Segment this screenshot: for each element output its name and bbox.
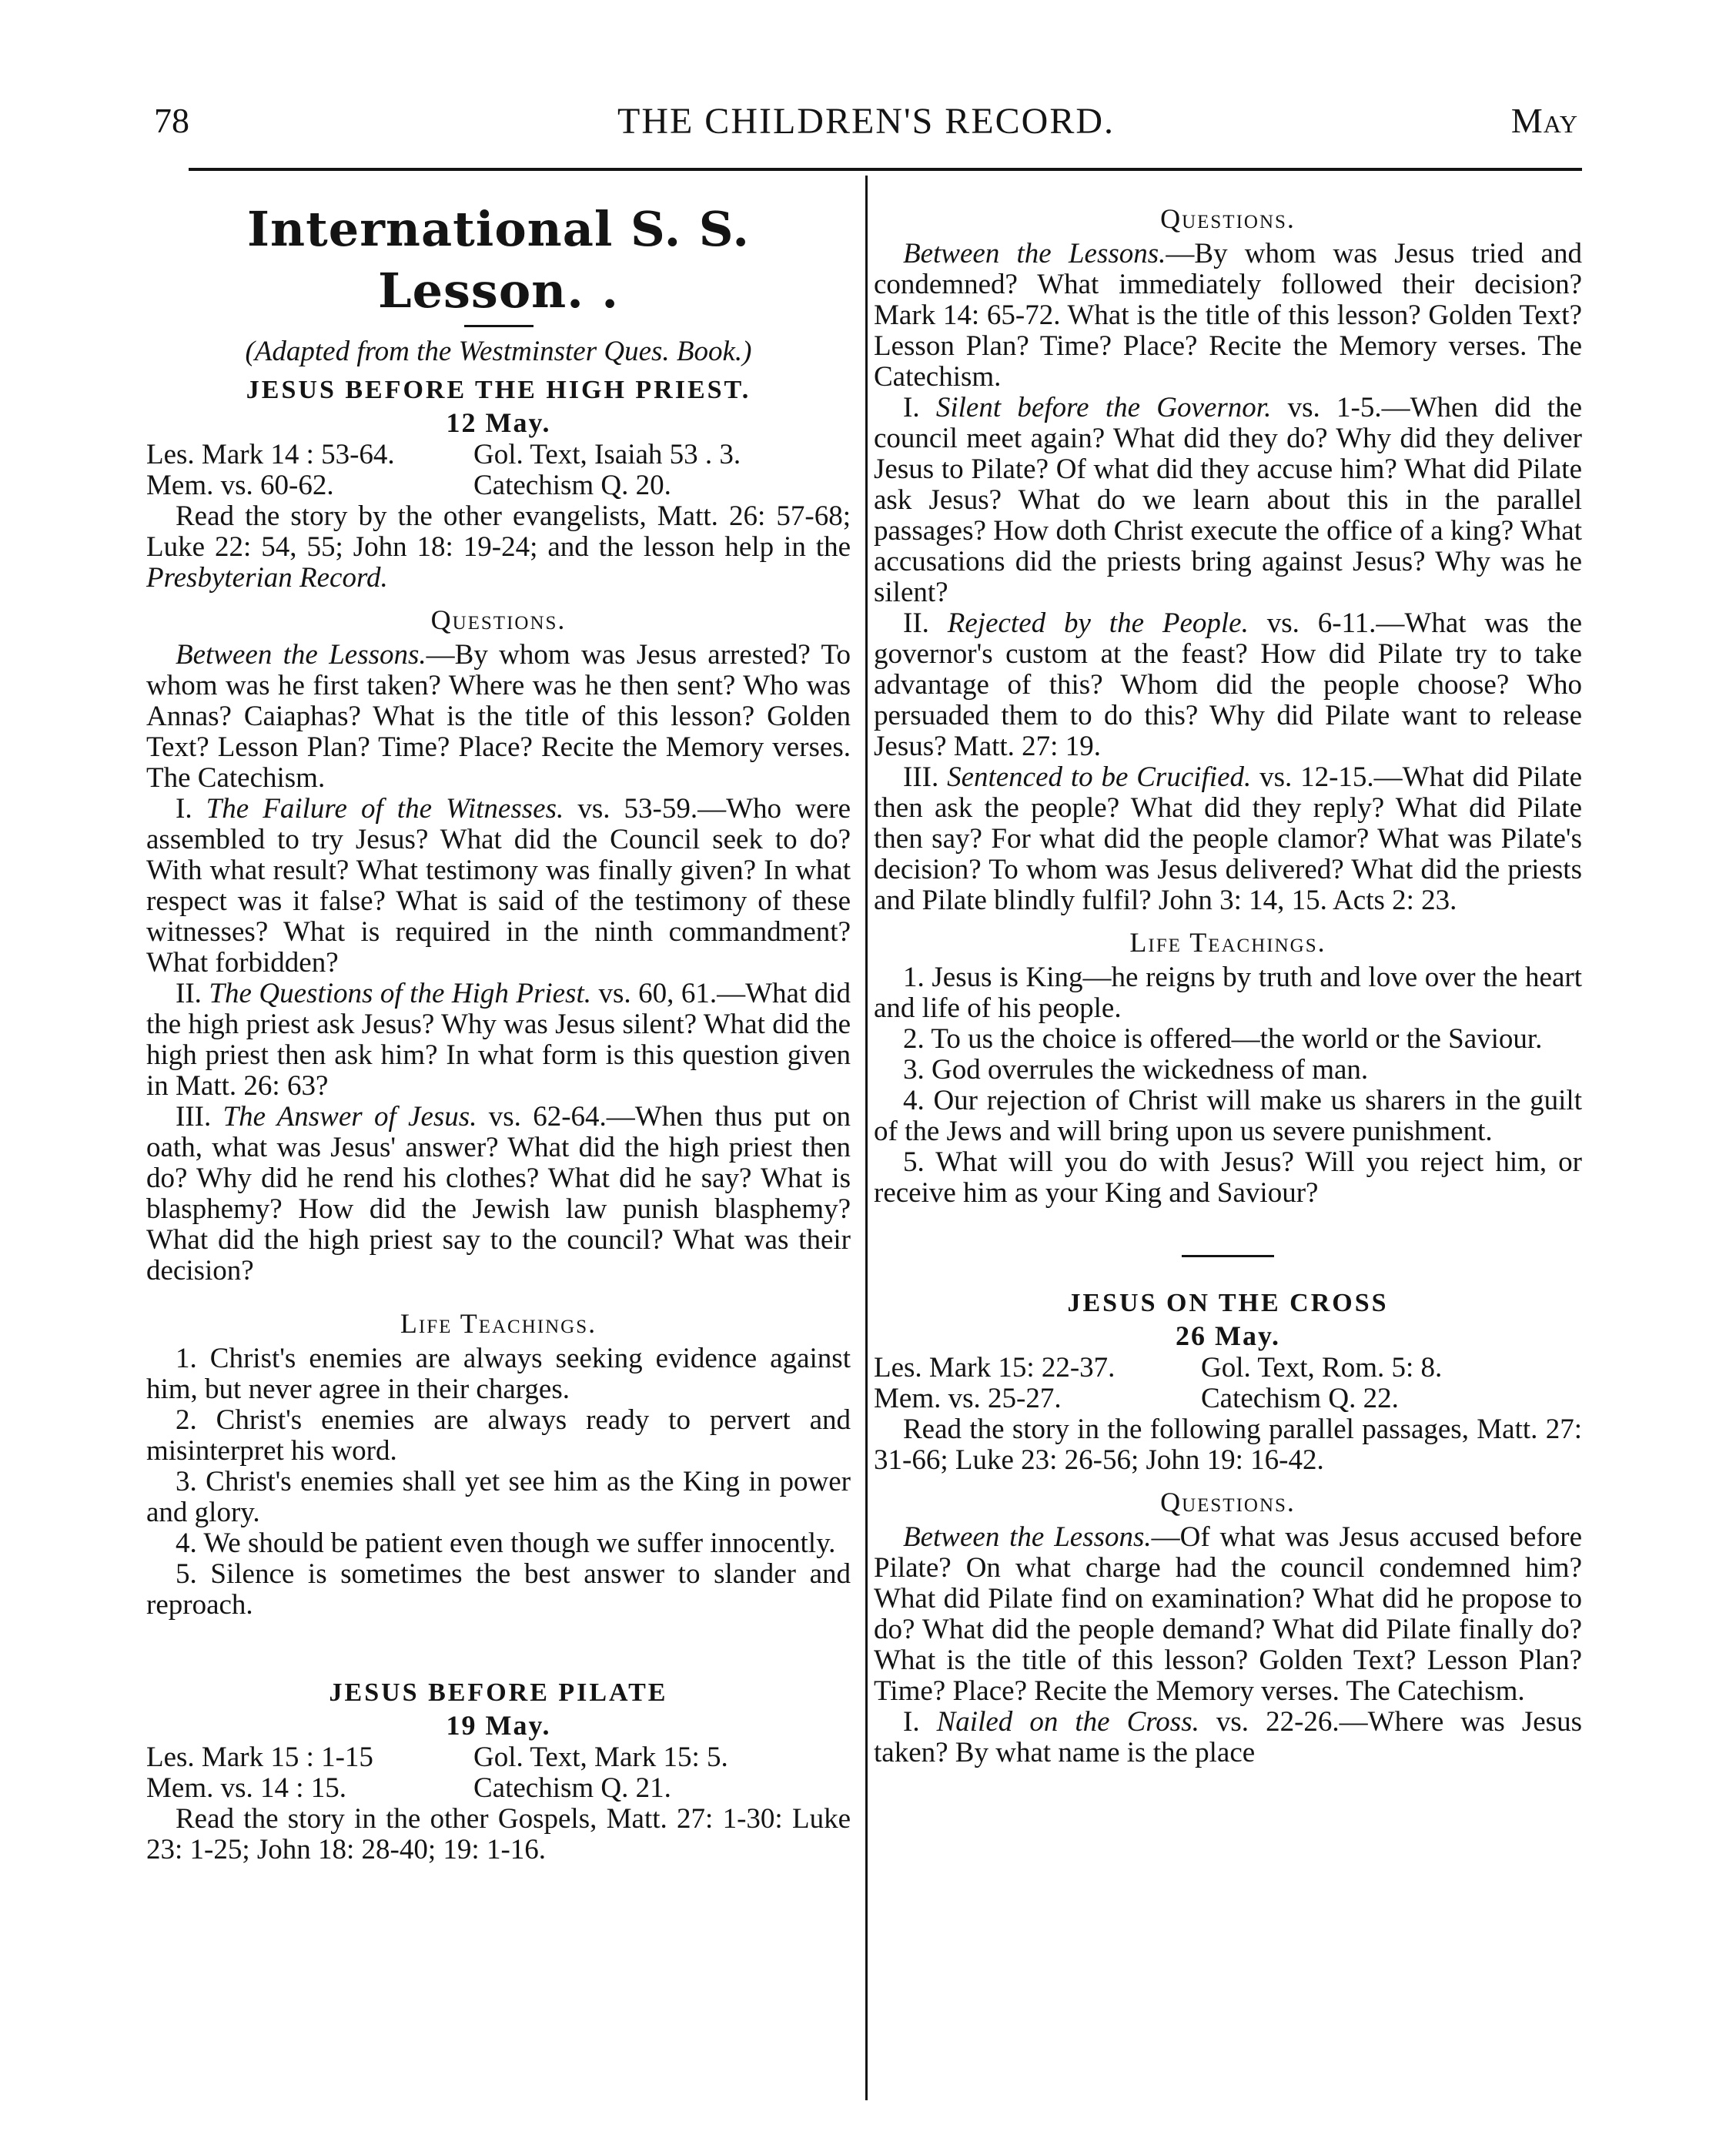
question-paragraph: III. Sentenced to be Crucified. vs. 12-15.—What did Pilate then ask the people? What did they reply? What did Pilate then say? For what did the people clamor? What was Pilate's decision? To whom was Jesus delivered? What did the priests and Pilate blindly fulfil? John 3: 14, 15. Acts 2: 23. <box>874 761 1582 916</box>
questions-heading: Questions. <box>1160 203 1296 234</box>
teaching-item: 3. God overrules the wickedness of man. <box>903 1054 1369 1086</box>
lesson-refs <box>874 1353 1582 1384</box>
question-paragraph: I. Nailed on the Cross. vs. 22-26.—Where was Jesus taken? By what name is the place <box>874 1706 1582 1768</box>
questions-heading: Questions. <box>1160 1487 1296 1517</box>
lesson-refs <box>146 1742 851 1773</box>
lesson-title: JESUS BEFORE THE HIGH PRIEST. <box>246 376 751 404</box>
question-paragraph: Between the Lessons.—By whom was Jesus arrested? To whom was he first taken? Where was he then sent? Who was Annas? Caiaphas? What is the title of this lesson? Golden Text? Lesson Plan? Time? Place? Recite the Memory verses. The Catechism. <box>146 639 851 794</box>
lesson-passage: Les. Mark 15: 22-37. <box>874 1352 1116 1384</box>
question-paragraph: II. The Questions of the High Priest. vs. 60, 61.—What did the high priest ask Jesus? Why was Jesus silent? What did the high priest then ask him? In what form is this question given in Matt. 26: 63? <box>146 978 851 1102</box>
teaching-item: 1. Jesus is King—he reigns by truth and love over the heart and life of his people. <box>874 962 1582 1024</box>
question-paragraph: Between the Lessons.—Of what was Jesus accused before Pilate? On what charge had the council condemned him? What did Pilate find on examination? What did he propose to do? What did the people demand? What did Pilate finally do? What is the title of this lesson? Golden Text? Lesson Plan? Time? Place? Recite the Memory verses. The Catechism. <box>874 1521 1582 1707</box>
questions-heading: Questions. <box>430 604 567 635</box>
reading-note: Read the story by the other evangelists, Matt. 26: 57-68; Luke 22: 54, 55; John 18: 19-24; and the lesson help in the Presbyterian Record. <box>146 500 851 594</box>
memory-verses: Mem. vs. 25-27. <box>874 1383 1062 1414</box>
teaching-item: 4. We should be patient even though we suffer innocently. <box>176 1527 836 1559</box>
right-column <box>874 192 1582 2102</box>
reading-note: Read the story in the following parallel passages, Matt. 27: 31-66; Luke 23: 26-56; John 19: 16-42. <box>874 1414 1582 1476</box>
golden-text: Gol. Text, Isaiah 53 . 3. <box>473 439 741 470</box>
question-paragraph: III. The Answer of Jesus. vs. 62-64.—When thus put on oath, what was Jesus' answer? What did the high priest then do? Why did he rend his clothes? What did he say? What is blasphemy? How did the Jewish law punish blasphemy? What did the high priest say to the council? What was their decision? <box>146 1101 851 1286</box>
spacer <box>146 1621 851 1675</box>
lesson-date: 19 May. <box>446 1710 551 1741</box>
lesson-title: JESUS ON THE CROSS <box>1067 1289 1389 1317</box>
lesson-refs <box>146 440 851 470</box>
memory-verses: Mem. vs. 60-62. <box>146 470 334 501</box>
catechism: Catechism Q. 20. <box>473 470 671 501</box>
section-rule <box>1182 1255 1274 1257</box>
teaching-item: 2. Christ's enemies are always ready to pervert and misinterpret his word. <box>146 1404 851 1467</box>
page-header <box>154 92 1578 154</box>
teaching-item: 5. Silence is sometimes the best answer to slander and reproach. <box>146 1558 851 1621</box>
life-teachings-heading: Life Teachings. <box>400 1308 597 1339</box>
lesson-passage: Les. Mark 15 : 1-15 <box>146 1742 373 1773</box>
title-rule <box>464 325 534 327</box>
catechism: Catechism Q. 21. <box>473 1772 671 1804</box>
golden-text: Gol. Text, Mark 15: 5. <box>473 1742 728 1773</box>
lesson-date: 26 May. <box>1176 1320 1280 1351</box>
teaching-item: 3. Christ's enemies shall yet see him as the King in power and glory. <box>146 1466 851 1528</box>
teaching-item: 4. Our rejection of Christ will make us sharers in the guilt of the Jews and will bring upon us severe punishment. <box>874 1085 1582 1147</box>
left-column <box>146 192 851 2102</box>
adapted-note: (Adapted from the Westminster Ques. Book.) <box>245 336 752 367</box>
page-number: 78 <box>154 101 189 140</box>
memory-verses: Mem. vs. 14 : 15. <box>146 1772 347 1804</box>
running-title: THE CHILDREN'S RECORD. <box>617 101 1115 142</box>
lesson-refs <box>146 470 851 501</box>
section-title: International S. S. Lesson. . <box>247 201 750 319</box>
lesson-passage: Les. Mark 14 : 53-64. <box>146 439 395 470</box>
lesson-date: 12 May. <box>446 407 551 438</box>
question-paragraph: I. The Failure of the Witnesses. vs. 53-59.—Who were assembled to try Jesus? What did the Council seek to do? With what result? What testimony was finally given? In what respect was it false? What is said of the testimony of these witnesses? What is required in the ninth commandment? What forbidden? <box>146 793 851 979</box>
life-teachings-heading: Life Teachings. <box>1129 927 1326 958</box>
golden-text: Gol. Text, Rom. 5: 8. <box>1201 1352 1443 1384</box>
reading-note: Read the story in the other Gospels, Matt. 27: 1-30: Luke 23: 1-25; John 18: 28-40; 19: 1-16. <box>146 1803 851 1865</box>
teaching-item: 5. What will you do with Jesus? Will you reject him, or receive him as your King and Saviour? <box>874 1146 1582 1209</box>
teaching-item: 2. To us the choice is offered—the world or the Saviour. <box>903 1023 1543 1055</box>
catechism: Catechism Q. 22. <box>1201 1383 1399 1414</box>
header-rule <box>189 168 1582 171</box>
lesson-title: JESUS BEFORE PILATE <box>329 1678 668 1707</box>
lesson-refs <box>146 1773 851 1804</box>
question-paragraph: II. Rejected by the People. vs. 6-11.—What was the governor's custom at the feast? How did Pilate try to take advantage of this? Whom did the people choose? Who persuaded them to do this? Why did Pilate want to release Jesus? Matt. 27: 19. <box>874 607 1582 762</box>
month-label: May <box>1510 101 1578 140</box>
teaching-item: 1. Christ's enemies are always seeking evidence against him, but never agree in their charges. <box>146 1343 851 1405</box>
question-paragraph: I. Silent before the Governor. vs. 1-5.—When did the council meet again? What did they do? Why did they deliver Jesus to Pilate? Of what did they accuse him? What did Pilate ask Jesus? What do we learn about this in the parallel passages? How doth Christ execute the office of a king? What accusations did the priests bring against Jesus? Why was he silent? <box>874 392 1582 608</box>
column-divider <box>865 176 868 2100</box>
question-paragraph: Between the Lessons.—By whom was Jesus tried and condemned? What immediately followed their decision? Mark 14: 65-72. What is the title of this lesson? Golden Text? Lesson Plan? Time? Place? Recite the Memory verses. The Catechism. <box>874 238 1582 393</box>
lesson-refs <box>874 1384 1582 1414</box>
